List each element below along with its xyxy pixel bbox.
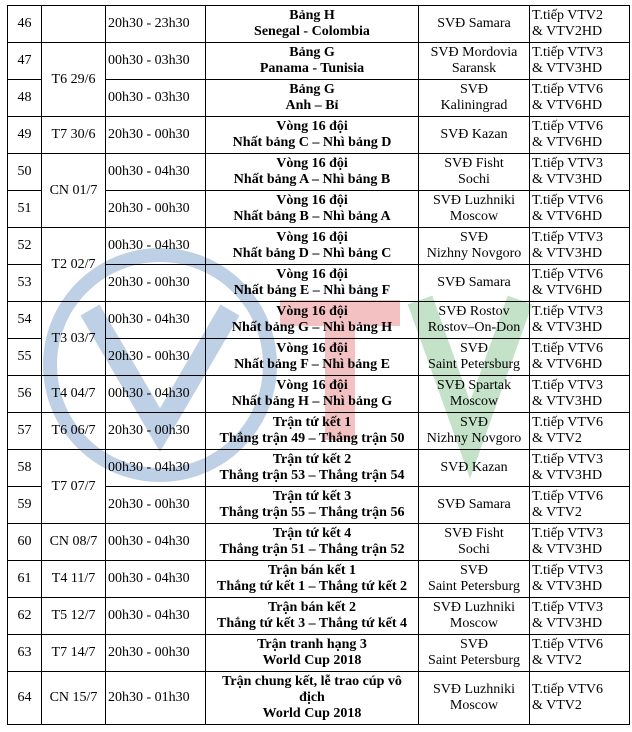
match-venue: [419, 80, 530, 117]
match-venue: [419, 376, 530, 413]
match-stage: Trận tứ kết 1: [272, 415, 352, 430]
broadcast-line: & VTV3HD: [532, 616, 603, 631]
broadcast-line: T.tiếp VTV3: [532, 452, 604, 467]
broadcast-line: T.tiếp VTV6: [532, 267, 604, 282]
match-venue: [419, 228, 530, 265]
broadcast-line: T.tiếp VTV3: [532, 563, 604, 578]
match-day: CN 01/7: [42, 154, 106, 228]
table-row: [8, 302, 630, 339]
match-number: 61: [8, 561, 42, 598]
match-info: [206, 191, 419, 228]
match-time: 20h30 - 00h30: [106, 487, 206, 524]
match-info: [206, 635, 419, 672]
broadcast-line: & VTV6HD: [532, 135, 603, 150]
venue-line: SVĐ Kazan: [440, 127, 508, 142]
match-teams: World Cup 2018: [262, 653, 362, 668]
match-day: CN 15/7: [42, 672, 106, 725]
match-time: 00h30 - 04h30: [106, 302, 206, 339]
match-broadcast: [530, 450, 630, 487]
match-broadcast: [530, 598, 630, 635]
match-broadcast: [530, 6, 630, 43]
match-broadcast: [530, 672, 630, 725]
venue-line: SVĐ: [459, 637, 488, 652]
broadcast-line: T.tiếp VTV6: [532, 82, 604, 97]
table-row: [8, 598, 630, 635]
match-info: [206, 6, 419, 43]
venue-line: SVĐ Mordovia: [430, 45, 518, 60]
table-row: [8, 413, 630, 450]
broadcast-line: & VTV6HD: [532, 357, 603, 372]
match-time: 20h30 - 00h30: [106, 413, 206, 450]
match-teams: Thắng trận 49 – Thắng trận 50: [219, 431, 405, 446]
match-venue: [419, 265, 530, 302]
match-broadcast: [530, 339, 630, 376]
match-teams: Nhất bảng H – Nhì bảng G: [231, 394, 393, 409]
broadcast-line: & VTV6HD: [532, 98, 603, 113]
match-stage: Vòng 16 đội: [276, 230, 348, 245]
match-info: [206, 339, 419, 376]
match-time: 00h30 - 03h30: [106, 80, 206, 117]
match-venue: [419, 450, 530, 487]
venue-line: Moscow: [449, 616, 499, 631]
match-venue: [419, 598, 530, 635]
match-number: 53: [8, 265, 42, 302]
match-time: 00h30 - 04h30: [106, 376, 206, 413]
match-time: 00h30 - 04h30: [106, 154, 206, 191]
match-info: [206, 672, 419, 725]
match-time: 20h30 - 23h30: [106, 6, 206, 43]
match-time: 20h30 - 00h30: [106, 339, 206, 376]
table-row: [8, 561, 630, 598]
table-row: [8, 228, 630, 265]
match-stage-cont: địch: [299, 690, 325, 705]
match-stage: Vòng 16 đội: [276, 267, 348, 282]
broadcast-line: & VTV3HD: [532, 172, 603, 187]
venue-line: SVĐ Samara: [437, 275, 511, 290]
match-venue: [419, 339, 530, 376]
broadcast-line: T.tiếp VTV6: [532, 415, 604, 430]
match-venue: [419, 302, 530, 339]
match-teams: Senegal - Colombia: [254, 24, 370, 39]
match-number: 46: [8, 6, 42, 43]
match-time: 20h30 - 00h30: [106, 117, 206, 154]
match-number: 60: [8, 524, 42, 561]
venue-line: SVĐ Samara: [437, 497, 511, 512]
broadcast-line: & VTV3HD: [532, 246, 603, 261]
match-stage: Trận bán kết 1: [267, 563, 357, 578]
match-broadcast: [530, 191, 630, 228]
match-broadcast: [530, 561, 630, 598]
match-day: T2 02/7: [42, 228, 106, 302]
broadcast-line: T.tiếp VTV3: [532, 600, 604, 615]
venue-line: Saransk: [451, 61, 497, 76]
match-time: 00h30 - 04h30: [106, 561, 206, 598]
match-info: [206, 450, 419, 487]
match-day: T7 07/7: [42, 450, 106, 524]
match-broadcast: [530, 635, 630, 672]
venue-line: Saint Petersburg: [428, 357, 520, 372]
match-stage: Bảng H: [289, 8, 335, 23]
match-stage: Vòng 16 đội: [276, 193, 348, 208]
table-row: [8, 635, 630, 672]
match-broadcast: [530, 154, 630, 191]
match-venue: [419, 117, 530, 154]
match-venue: [419, 6, 530, 43]
match-teams: Nhất bảng G – Nhì bảng H: [231, 320, 393, 335]
match-info: [206, 302, 419, 339]
match-time: 00h30 - 03h30: [106, 43, 206, 80]
match-stage: Vòng 16 đội: [276, 119, 348, 134]
venue-line: SVĐ: [459, 82, 488, 97]
match-time: 20h30 - 00h30: [106, 265, 206, 302]
match-time: 00h30 - 04h30: [106, 450, 206, 487]
match-stage: Trận tứ kết 3: [272, 489, 352, 504]
match-teams: Thắng tứ kết 3 – Thắng tứ kết 4: [216, 616, 408, 631]
venue-line: Moscow: [449, 209, 499, 224]
match-time: 20h30 - 00h30: [106, 191, 206, 228]
venue-line: Moscow: [449, 394, 499, 409]
venue-line: SVĐ: [459, 341, 488, 356]
match-stage: Trận tranh hạng 3: [257, 637, 367, 652]
match-number: 49: [8, 117, 42, 154]
match-broadcast: [530, 43, 630, 80]
match-teams: Thắng trận 51 – Thắng trận 52: [219, 542, 405, 557]
match-stage: Bảng G: [289, 82, 335, 97]
match-broadcast: [530, 376, 630, 413]
match-broadcast: [530, 80, 630, 117]
match-day: T5 12/7: [42, 598, 106, 635]
match-broadcast: [530, 265, 630, 302]
broadcast-line: & VTV3HD: [532, 61, 603, 76]
match-schedule-table: [7, 5, 630, 725]
match-time: 20h30 - 00h30: [106, 635, 206, 672]
match-number: 62: [8, 598, 42, 635]
table-row: [8, 154, 630, 191]
match-number: 55: [8, 339, 42, 376]
venue-line: Sochi: [458, 542, 490, 557]
match-number: 64: [8, 672, 42, 725]
table-row: [8, 117, 630, 154]
match-number: 63: [8, 635, 42, 672]
broadcast-line: T.tiếp VTV2: [532, 8, 604, 23]
broadcast-line: T.tiếp VTV6: [532, 193, 604, 208]
broadcast-line: & VTV3HD: [532, 320, 603, 335]
venue-line: Saint Petersburg: [428, 579, 520, 594]
venue-line: SVĐ: [459, 563, 488, 578]
match-info: [206, 228, 419, 265]
match-stage: Trận tứ kết 4: [272, 526, 352, 541]
match-day: T6 06/7: [42, 413, 106, 450]
match-stage: Vòng 16 đội: [276, 304, 348, 319]
broadcast-line: T.tiếp VTV3: [532, 378, 604, 393]
match-day: T4 11/7: [42, 561, 106, 598]
broadcast-line: T.tiếp VTV3: [532, 230, 604, 245]
broadcast-line: & VTV3HD: [532, 468, 603, 483]
match-venue: [419, 191, 530, 228]
match-info: [206, 117, 419, 154]
match-teams: Panama - Tunisia: [259, 61, 365, 76]
broadcast-line: & VTV3HD: [532, 542, 603, 557]
table-row: [8, 376, 630, 413]
broadcast-line: & VTV6HD: [532, 283, 603, 298]
venue-line: SVĐ Kazan: [440, 460, 508, 475]
match-venue: [419, 672, 530, 725]
venue-line: Nizhny Novgoro: [426, 246, 522, 261]
match-info: [206, 154, 419, 191]
match-number: 51: [8, 191, 42, 228]
match-time: 00h30 - 04h30: [106, 524, 206, 561]
venue-line: SVĐ Fisht: [444, 156, 504, 171]
match-broadcast: [530, 524, 630, 561]
broadcast-line: & VTV3HD: [532, 579, 603, 594]
match-venue: [419, 561, 530, 598]
match-day: T4 04/7: [42, 376, 106, 413]
match-venue: [419, 487, 530, 524]
match-venue: [419, 524, 530, 561]
match-broadcast: [530, 117, 630, 154]
venue-line: SVĐ Rostov: [438, 304, 510, 319]
match-number: 48: [8, 80, 42, 117]
venue-line: SVĐ: [459, 230, 488, 245]
match-info: [206, 561, 419, 598]
broadcast-line: & VTV3HD: [532, 394, 603, 409]
match-teams: Nhất bảng E – Nhì bảng F: [233, 283, 391, 298]
match-venue: [419, 43, 530, 80]
match-time: 00h30 - 04h30: [106, 598, 206, 635]
match-time: 20h30 - 01h30: [106, 672, 206, 725]
match-day: [42, 6, 106, 43]
match-teams: World Cup 2018: [262, 706, 362, 721]
match-number: 59: [8, 487, 42, 524]
match-stage: Trận chung kết, lễ trao cúp vô: [222, 674, 402, 689]
match-teams: Thắng trận 55 – Thắng trận 56: [219, 505, 405, 520]
venue-line: SVĐ: [459, 415, 488, 430]
match-day: CN 08/7: [42, 524, 106, 561]
match-broadcast: [530, 302, 630, 339]
venue-line: Rostov–On-Don: [427, 320, 521, 335]
broadcast-line: & VTV2: [532, 431, 582, 446]
venue-line: SVĐ Luzhniki: [432, 193, 516, 208]
match-number: 57: [8, 413, 42, 450]
match-teams: Anh – Bỉ: [285, 98, 339, 113]
match-broadcast: [530, 413, 630, 450]
match-teams: Nhất bảng D – Nhì bảng C: [232, 246, 392, 261]
table-row: [8, 450, 630, 487]
venue-line: Kaliningrad: [440, 98, 508, 113]
match-broadcast: [530, 487, 630, 524]
match-info: [206, 598, 419, 635]
match-info: [206, 487, 419, 524]
broadcast-line: T.tiếp VTV6: [532, 119, 604, 134]
broadcast-line: T.tiếp VTV3: [532, 45, 604, 60]
match-teams: Thắng tứ kết 1 – Thắng tứ kết 2: [216, 579, 408, 594]
broadcast-line: & VTV2HD: [532, 24, 603, 39]
venue-line: SVĐ Luzhniki: [432, 682, 516, 697]
match-teams: Nhất bảng B – Nhì bảng A: [233, 209, 391, 224]
match-number: 54: [8, 302, 42, 339]
venue-line: SVĐ Fisht: [444, 526, 504, 541]
broadcast-line: T.tiếp VTV6: [532, 341, 604, 356]
match-info: [206, 265, 419, 302]
match-teams: Nhất bảng C – Nhì bảng D: [232, 135, 392, 150]
venue-line: SVĐ Luzhniki: [432, 600, 516, 615]
match-day: T3 03/7: [42, 302, 106, 376]
table-row: [8, 672, 630, 725]
match-number: 58: [8, 450, 42, 487]
match-number: 52: [8, 228, 42, 265]
table-row: [8, 524, 630, 561]
venue-line: SVĐ Samara: [437, 16, 511, 31]
table-row: [8, 6, 630, 43]
match-day: T7 14/7: [42, 635, 106, 672]
match-teams: Nhất bảng A – Nhì bảng B: [233, 172, 391, 187]
match-stage: Trận bán kết 2: [267, 600, 357, 615]
match-stage: Vòng 16 đội: [276, 341, 348, 356]
venue-line: SVĐ Spartak: [436, 378, 512, 393]
match-stage: Bảng G: [289, 45, 335, 60]
broadcast-line: T.tiếp VTV3: [532, 304, 604, 319]
venue-line: Moscow: [449, 698, 499, 713]
match-stage: Vòng 16 đội: [276, 378, 348, 393]
match-venue: [419, 154, 530, 191]
broadcast-line: & VTV2: [532, 653, 582, 668]
broadcast-line: & VTV2: [532, 698, 582, 713]
venue-line: Sochi: [458, 172, 490, 187]
broadcast-line: T.tiếp VTV6: [532, 489, 604, 504]
broadcast-line: T.tiếp VTV6: [532, 637, 604, 652]
match-info: [206, 524, 419, 561]
table-row: [8, 43, 630, 80]
match-stage: Vòng 16 đội: [276, 156, 348, 171]
broadcast-line: & VTV6HD: [532, 209, 603, 224]
match-stage: Trận tứ kết 2: [272, 452, 352, 467]
match-number: 56: [8, 376, 42, 413]
venue-line: Nizhny Novgoro: [426, 431, 522, 446]
match-time: 00h30 - 04h30: [106, 228, 206, 265]
match-day: T7 30/6: [42, 117, 106, 154]
broadcast-line: T.tiếp VTV3: [532, 526, 604, 541]
match-info: [206, 43, 419, 80]
match-number: 47: [8, 43, 42, 80]
match-broadcast: [530, 228, 630, 265]
broadcast-line: T.tiếp VTV6: [532, 682, 604, 697]
broadcast-line: & VTV2: [532, 505, 582, 520]
venue-line: Saint Petersburg: [428, 653, 520, 668]
match-teams: Thắng trận 53 – Thắng trận 54: [219, 468, 405, 483]
match-info: [206, 376, 419, 413]
match-number: 50: [8, 154, 42, 191]
match-venue: [419, 635, 530, 672]
match-teams: Nhất bảng F – Nhì bảng E: [234, 357, 390, 372]
match-venue: [419, 413, 530, 450]
broadcast-line: T.tiếp VTV3: [532, 156, 604, 171]
match-info: [206, 80, 419, 117]
match-info: [206, 413, 419, 450]
match-day: T6 29/6: [42, 43, 106, 117]
